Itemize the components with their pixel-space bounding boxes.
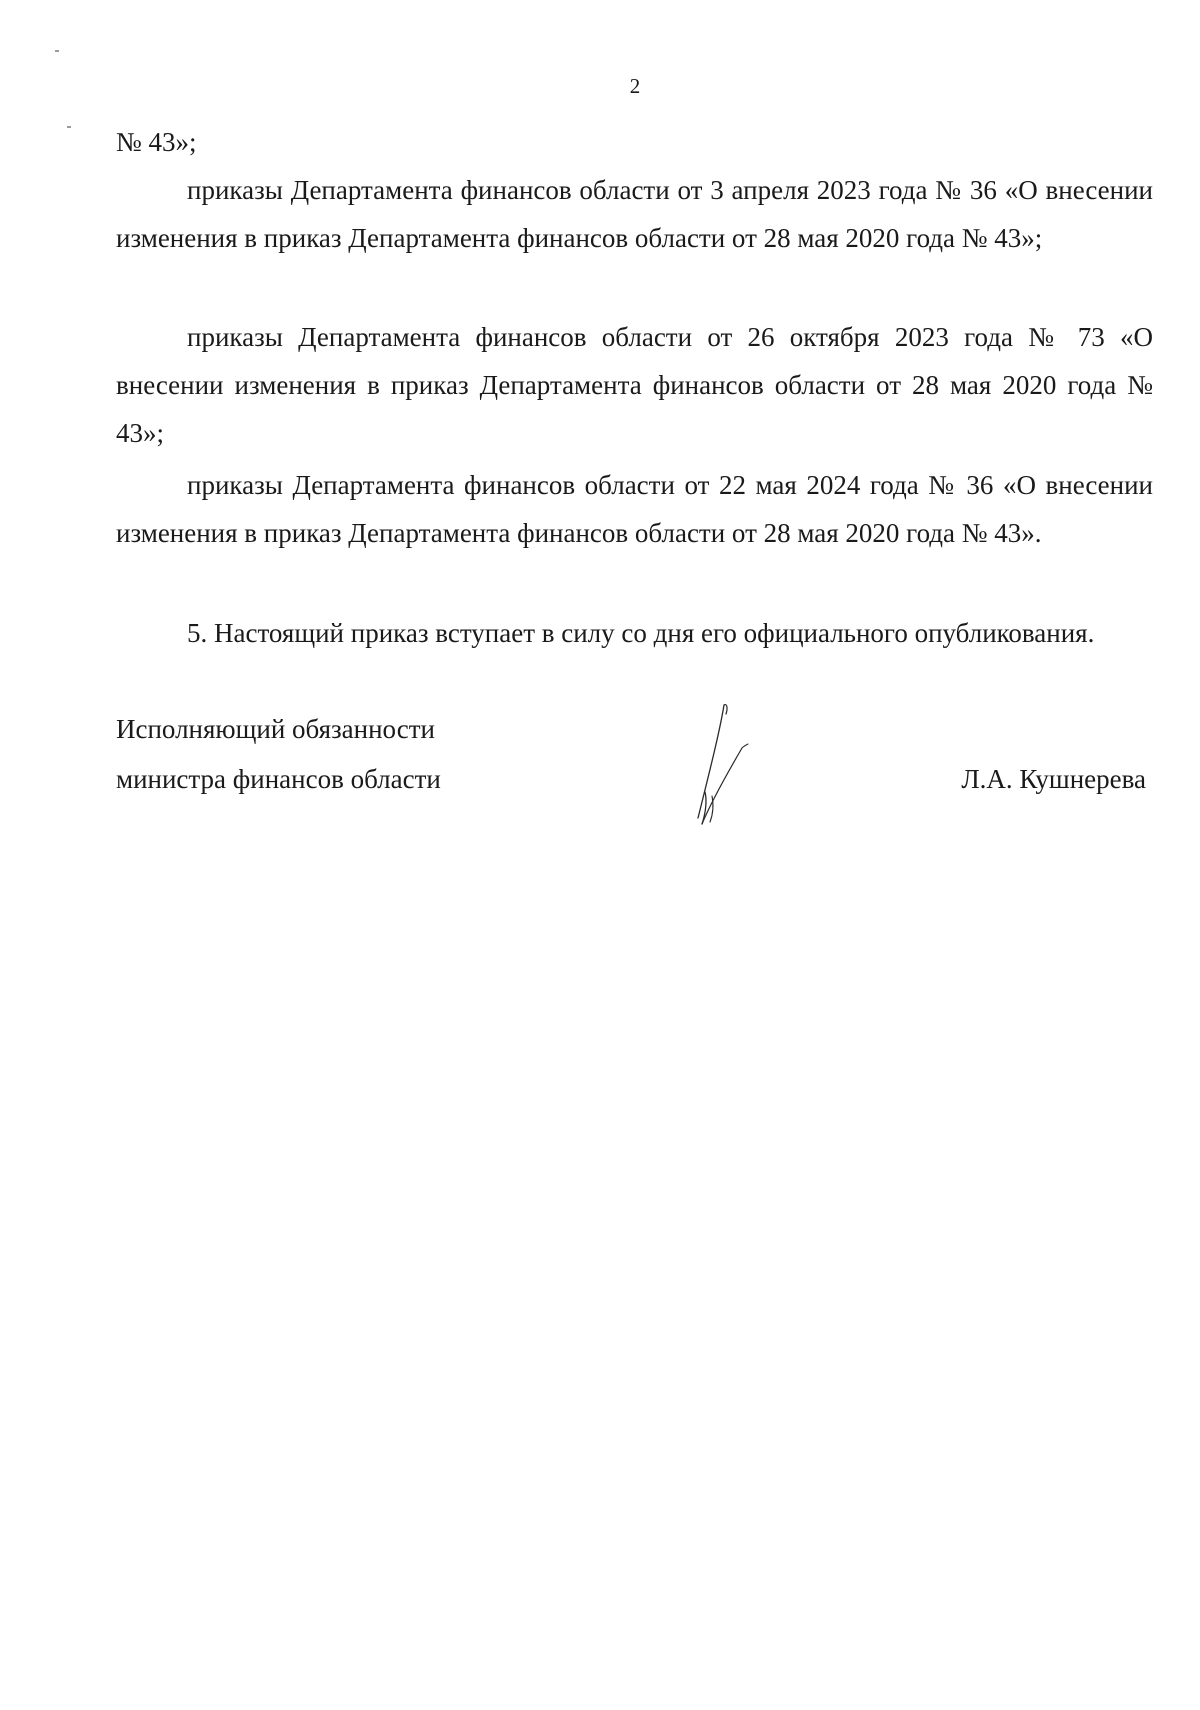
paragraph-order-april-2023: приказы Департамента финансов области от 3 апреля 2023 года № 36 «О внесении изменения в приказ Департамента финансов области от 28 мая 2020 года № 43»;: [116, 175, 1153, 253]
handwritten-signature: [680, 700, 770, 825]
signatory-position-line2: министра финансов области: [116, 764, 441, 794]
signatory-position-line1: Исполняющий обязанности: [116, 714, 435, 744]
paragraph-order-october-2023: приказы Департамента финансов области от 26 октября 2023 года № 73 «О внесении изменения в приказ Департамента финансов области от 28 мая 2020 года № 43»;: [116, 322, 1153, 448]
paragraph-order-may-2024: приказы Департамента финансов области от 22 мая 2024 года № 36 «О внесении изменения в приказ Департамента финансов области от 28 мая 2020 года № 43».: [116, 470, 1153, 548]
scan-speck: [67, 126, 71, 128]
paragraph-effective-date: 5. Настоящий приказ вступает в силу со дня его официального опубликования.: [187, 618, 1095, 648]
signatory-name: Л.А. Кушнерева: [961, 764, 1146, 794]
scan-speck: [55, 50, 59, 52]
page-number: 2: [629, 74, 641, 98]
continuation-line: № 43»;: [116, 127, 197, 157]
signatory-position: [116, 704, 441, 804]
